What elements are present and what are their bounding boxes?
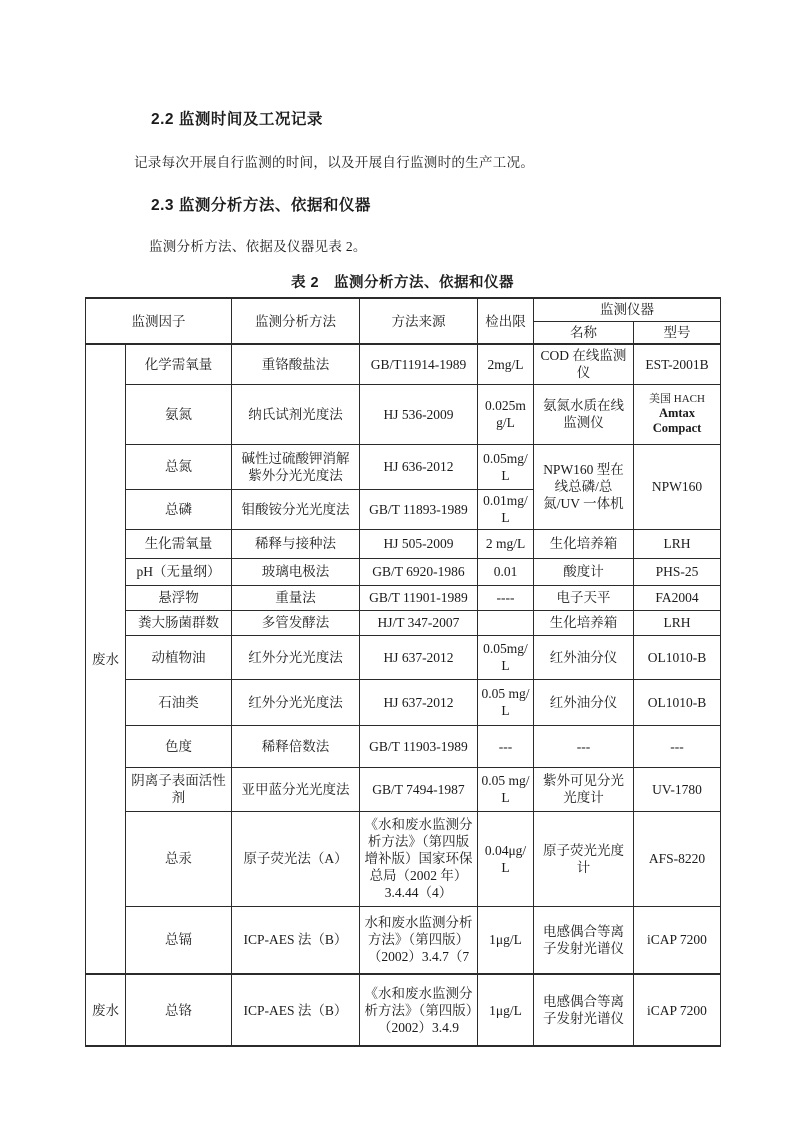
cell-limit: --- — [478, 725, 534, 767]
cell-model: iCAP 7200 — [634, 906, 721, 974]
cell-limit: 1μg/L — [478, 906, 534, 974]
cell-factor: 化学需氧量 — [126, 344, 232, 384]
cell-source: GB/T 11893-1989 — [360, 489, 478, 529]
section-heading-2-2: 2.2 监测时间及工况记录 — [151, 111, 323, 128]
cell-model: UV-1780 — [634, 767, 721, 811]
cell-method: 重量法 — [232, 585, 360, 610]
cell-factor: 色度 — [126, 725, 232, 767]
cell-limit: 0.01 — [478, 558, 534, 585]
cell-limit: 0.04μg/L — [478, 811, 534, 906]
table-row — [86, 529, 721, 558]
cell-source: HJ 636-2012 — [360, 444, 478, 489]
table-title: 表 2 监测分析方法、依据和仪器 — [290, 275, 515, 291]
cell-source: HJ/T 347-2007 — [360, 610, 478, 635]
table-row — [86, 811, 721, 906]
cell-instrument-name: NPW160 型在线总磷/总氮/UV 一体机 — [534, 444, 634, 529]
table-row — [86, 585, 721, 610]
table-row — [86, 444, 721, 489]
cell-source: 水和废水监测分析方法》（第四版）（2002）3.4.7（7 — [360, 906, 478, 974]
cell-instrument-name: COD 在线监测仪 — [534, 344, 634, 384]
header-limit: 检出限 — [478, 298, 534, 344]
cell-factor: 悬浮物 — [126, 585, 232, 610]
cell-method: 多管发酵法 — [232, 610, 360, 635]
cell-method: 纳氏试剂光度法 — [232, 384, 360, 444]
cell-source: 《水和废水监测分析方法》（第四版）（2002）3.4.9 — [360, 974, 478, 1046]
cell-instrument-name: 电感偶合等离子发射光谱仪 — [534, 974, 634, 1046]
cell-instrument-name: 红外油分仪 — [534, 635, 634, 679]
table-row — [86, 767, 721, 811]
cell-factor: 生化需氧量 — [126, 529, 232, 558]
cell-method: 钼酸铵分光光度法 — [232, 489, 360, 529]
cell-instrument-name: 红外油分仪 — [534, 679, 634, 725]
cell-limit: 0.05mg/L — [478, 635, 534, 679]
cell-model: FA2004 — [634, 585, 721, 610]
cell-model — [634, 384, 721, 444]
paragraph-2-2: 记录每次开展自行监测的时间，以及开展自行监测时的生产工况。 — [134, 155, 535, 170]
header-source: 方法来源 — [360, 298, 478, 344]
cell-limit: 2mg/L — [478, 344, 534, 384]
cell-factor: 阴离子表面活性剂 — [126, 767, 232, 811]
cell-limit — [478, 610, 534, 635]
cell-model: LRH — [634, 529, 721, 558]
cell-instrument-name: 紫外可见分光光度计 — [534, 767, 634, 811]
table-row — [86, 635, 721, 679]
cell-limit: 2 mg/L — [478, 529, 534, 558]
cell-method: 稀释倍数法 — [232, 725, 360, 767]
table-row — [86, 384, 721, 444]
cell-instrument-name: 生化培养箱 — [534, 529, 634, 558]
paragraph-2-3: 监测分析方法、依据及仪器见表 2。 — [149, 239, 367, 254]
cell-instrument-name: --- — [534, 725, 634, 767]
cell-source: GB/T11914-1989 — [360, 344, 478, 384]
table-row — [86, 558, 721, 585]
header-instrument: 监测仪器 — [534, 298, 721, 321]
cell-model: OL1010-B — [634, 679, 721, 725]
header-instrument-name: 名称 — [534, 321, 634, 344]
model-brand: 美国 HACH — [649, 393, 705, 405]
cell-source: HJ 637-2012 — [360, 635, 478, 679]
cell-method: 亚甲蓝分光光度法 — [232, 767, 360, 811]
cell-source: GB/T 11901-1989 — [360, 585, 478, 610]
cell-method: 红外分光光度法 — [232, 679, 360, 725]
cell-method: 原子荧光法（A） — [232, 811, 360, 906]
cell-factor: 总铬 — [126, 974, 232, 1046]
cell-source: GB/T 11903-1989 — [360, 725, 478, 767]
cell-limit: 1μg/L — [478, 974, 534, 1046]
cell-source: HJ 505-2009 — [360, 529, 478, 558]
cell-factor: 粪大肠菌群数 — [126, 610, 232, 635]
cell-factor: 总氮 — [126, 444, 232, 489]
cell-factor: 石油类 — [126, 679, 232, 725]
cell-model: LRH — [634, 610, 721, 635]
cell-source: HJ 637-2012 — [360, 679, 478, 725]
cell-method: 红外分光光度法 — [232, 635, 360, 679]
cell-method: ICP-AES 法（B） — [232, 974, 360, 1046]
cell-instrument-name: 原子荧光光度计 — [534, 811, 634, 906]
header-instrument-model: 型号 — [634, 321, 721, 344]
cell-source: 《水和废水监测分析方法》（第四版增补版）国家环保总局（2002 年）3.4.44（4） — [360, 811, 478, 906]
cell-instrument-name: 生化培养箱 — [534, 610, 634, 635]
cell-factor: 氨氮 — [126, 384, 232, 444]
header-factor: 监测因子 — [86, 298, 232, 344]
cell-method: 重铬酸盐法 — [232, 344, 360, 384]
table-row — [86, 725, 721, 767]
cell-factor: 总镉 — [126, 906, 232, 974]
monitoring-methods-table — [85, 297, 721, 1047]
cell-instrument-name: 酸度计 — [534, 558, 634, 585]
cell-limit: 0.05mg/L — [478, 444, 534, 489]
cell-limit: 0.01mg/L — [478, 489, 534, 529]
cell-factor: pH（无量纲） — [126, 558, 232, 585]
table-row — [86, 906, 721, 974]
group-label-wastewater: 废水 — [86, 974, 126, 1046]
cell-source: GB/T 7494-1987 — [360, 767, 478, 811]
cell-model: EST-2001B — [634, 344, 721, 384]
cell-instrument-name: 电子天平 — [534, 585, 634, 610]
cell-limit: 0.05 mg/L — [478, 679, 534, 725]
section-heading-2-3: 2.3 监测分析方法、依据和仪器 — [151, 197, 371, 214]
table-row — [86, 679, 721, 725]
table-row — [86, 610, 721, 635]
header-row-1 — [86, 298, 721, 321]
cell-limit: 0.025mg/L — [478, 384, 534, 444]
cell-model: NPW160 — [634, 444, 721, 529]
cell-limit: ---- — [478, 585, 534, 610]
cell-method: 玻璃电极法 — [232, 558, 360, 585]
cell-method: ICP-AES 法（B） — [232, 906, 360, 974]
cell-instrument-name: 电感偶合等离子发射光谱仪 — [534, 906, 634, 974]
group-label-wastewater: 废水 — [86, 344, 126, 974]
cell-limit: 0.05 mg/L — [478, 767, 534, 811]
cell-model: AFS-8220 — [634, 811, 721, 906]
cell-method: 稀释与接种法 — [232, 529, 360, 558]
cell-factor: 总汞 — [126, 811, 232, 906]
cell-factor: 动植物油 — [126, 635, 232, 679]
model-number: Amtax Compact — [652, 406, 702, 435]
cell-model: OL1010-B — [634, 635, 721, 679]
cell-model: PHS-25 — [634, 558, 721, 585]
cell-model: iCAP 7200 — [634, 974, 721, 1046]
table-row — [86, 974, 721, 1046]
cell-source: HJ 536-2009 — [360, 384, 478, 444]
cell-source: GB/T 6920-1986 — [360, 558, 478, 585]
table-row — [86, 344, 721, 384]
cell-method: 碱性过硫酸钾消解紫外分光光度法 — [232, 444, 360, 489]
cell-factor: 总磷 — [126, 489, 232, 529]
cell-instrument-name: 氨氮水质在线监测仪 — [534, 384, 634, 444]
cell-model: --- — [634, 725, 721, 767]
header-method: 监测分析方法 — [232, 298, 360, 344]
